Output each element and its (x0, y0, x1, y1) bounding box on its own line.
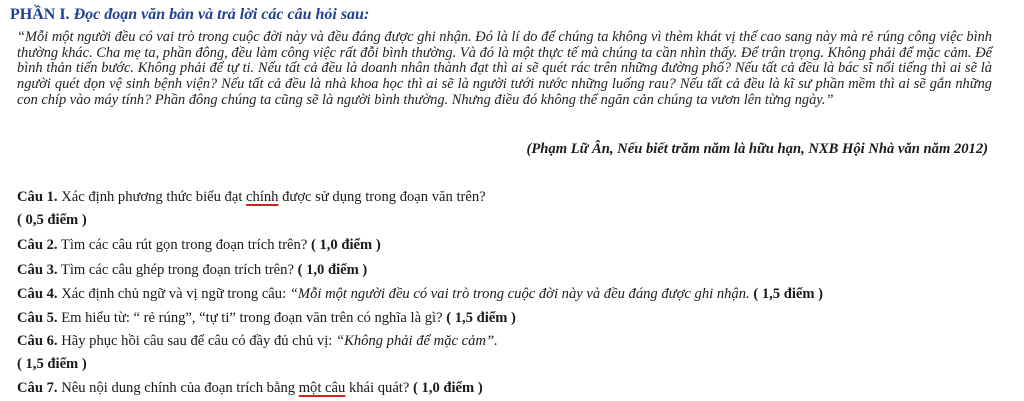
question-1 (17, 189, 486, 206)
question-points: ( 1,5 điểm ) (17, 356, 87, 372)
question-points: ( 1,5 điểm ) (446, 310, 516, 326)
question-number: Câu 6. (17, 333, 58, 349)
question-3 (17, 262, 367, 279)
question-5 (17, 310, 516, 327)
passage-text: “Mỗi một người đều có vai trò trong cuộc đời này và đều đáng được ghi nhận. Đó là lí do để chúng ta không vì thèm khát vị thế cao sang này mà rẻ rúng công việc bình thường khác. Cha mẹ ta, phần đông, đều làm công việc rất đỗi bình thường. Và đó là một thực tế mà chúng ta cần nhìn thấy. Để trân trọng. Không phải để mặc cảm. Để bình thản tiến bước. Không phải để tự ti. Nếu tất cả đều là doanh nhân thành đạt thì ai sẽ quét rác trên những đường phố? Nếu tất cả đều là bác sĩ nổi tiếng thì ai sẽ là người quét dọn vệ sinh bệnh viện? Nếu tất cả đều là nhà khoa học thì ai sẽ là người tưới nước những luống rau? Nếu tất cả đều là kĩ sư phần mềm thì ai sẽ gắn những con chíp vào máy tính? Phần đông chúng ta cũng sẽ là người bình thường. Nhưng điều đó không thể ngăn cản chúng ta vươn lên từng ngày.” (17, 29, 992, 108)
question-number: Câu 5. (17, 310, 58, 326)
part-label: PHẦN I. (10, 6, 70, 23)
question-points: ( 0,5 điểm ) (17, 212, 87, 228)
question-text: Em hiểu từ: “ rẻ rúng”, “tự ti” trong đoạn văn trên có nghĩa là gì? (57, 310, 447, 326)
part-instruction: Đọc đoạn văn bản và trả lời các câu hỏi sau: (73, 6, 370, 23)
question-number: Câu 1. (17, 189, 58, 205)
question-7 (17, 380, 483, 397)
passage-source: (Phạm Lữ Ân, Nếu biết trăm năm là hữu hạn, NXB Hội Nhà văn năm 2012) (526, 141, 988, 157)
question-number: Câu 2. (17, 237, 58, 253)
question-text: khái quát? (345, 380, 413, 396)
question-1-points (17, 212, 87, 229)
question-text: được sử dụng trong đoạn văn trên? (278, 189, 486, 205)
part-title (10, 6, 369, 24)
question-points: ( 1,0 điểm ) (310, 237, 381, 253)
question-2 (17, 237, 381, 254)
question-quote: “Không phải để mặc cảm”. (335, 333, 498, 349)
question-points: ( 1,0 điểm ) (412, 380, 483, 396)
question-6-points (17, 356, 87, 373)
underlined-word: một câu (298, 380, 346, 396)
question-number: Câu 7. (17, 380, 58, 396)
underlined-word: chính (246, 189, 279, 205)
question-number: Câu 4. (17, 286, 58, 302)
question-text: Nêu nội dung chính của đoạn trích bằng (57, 380, 299, 396)
question-text: Hãy phục hồi câu sau để câu có đầy đủ chủ vị: (57, 333, 336, 349)
question-text: Tìm các câu ghép trong đoạn trích trên? (57, 262, 298, 278)
question-points: ( 1,0 điểm ) (297, 262, 368, 278)
question-text: Tìm các câu rút gọn trong đoạn trích trên? (57, 237, 311, 253)
question-points: ( 1,5 điểm ) (749, 286, 824, 302)
question-4 (17, 286, 823, 303)
question-text: Xác định phương thức biểu đạt (57, 189, 247, 205)
question-quote: “Mỗi một người đều có vai trò trong cuộc đời này và đều đáng được ghi nhận. (289, 286, 750, 302)
question-6 (17, 333, 498, 350)
question-text: Xác định chủ ngữ và vị ngữ trong câu: (57, 286, 290, 302)
question-number: Câu 3. (17, 262, 58, 278)
